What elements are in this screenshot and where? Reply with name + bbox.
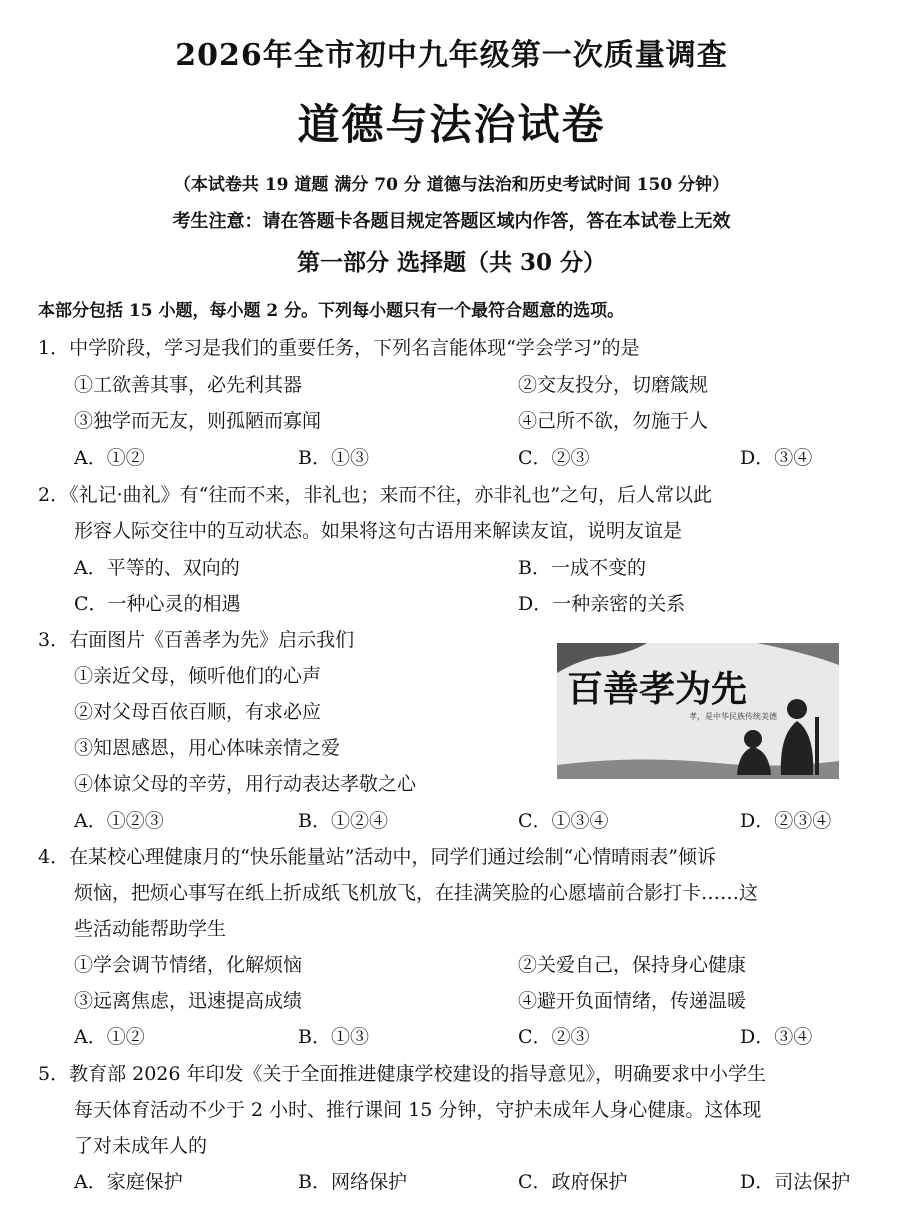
subject-title: 道德与法治试卷 (297, 100, 606, 149)
part-title: 第一部分 选择题（共 30 分） (296, 249, 607, 276)
question-1-choice-b: B．①③ (298, 447, 369, 469)
question-4-item: ②关爱自己，保持身心健康 (518, 954, 747, 976)
question-3-item: ④体谅父母的辛劳，用行动表达孝敬之心 (74, 773, 417, 795)
question-4-stem: 4．在某校心理健康月的“快乐能量站”活动中，同学们通过绘制“心情晴雨表”倾诉 (38, 846, 716, 868)
question-5-choice-c: C．政府保护 (518, 1171, 628, 1193)
question-5-stem: 5．教育部 2026 年印发《关于全面推进健康学校建设的指导意见》，明确要求中小学生 (38, 1063, 767, 1085)
question-4-choice-a: A．①② (74, 1026, 145, 1048)
question-2-choice-a: A．平等的、双向的 (74, 557, 240, 579)
question-3-item: ②对父母百依百顺，有求必应 (74, 701, 322, 723)
filial-piety-illustration (557, 643, 839, 779)
question-2-choice-d: D．一种亲密的关系 (518, 593, 686, 615)
chair-silhouette (815, 717, 819, 775)
question-4-stem-cont: 烦恼，把烦心事写在纸上折成纸飞机放飞，在挂满笑脸的心愿墙前合影打卡……这 (74, 882, 759, 904)
question-4-stem-cont: 些活动能帮助学生 (74, 918, 227, 940)
question-4-choice-d: D．③④ (740, 1026, 813, 1048)
question-4-choice-c: C．②③ (518, 1026, 590, 1048)
question-4-item: ④避开负面情绪，传递温暖 (518, 990, 747, 1012)
child-head-silhouette (744, 730, 762, 748)
question-1-stem: 1．中学阶段，学习是我们的重要任务，下列名言能体现“学会学习”的是 (38, 337, 640, 359)
exam-title: 2026年全市初中九年级第一次质量调查 (175, 38, 728, 73)
question-3-item: ①亲近父母，倾听他们的心声 (74, 665, 322, 687)
illustration-subtitle: 孝，是中华民族传统美德 (689, 712, 777, 721)
parent-head-silhouette (787, 699, 807, 719)
part-intro: 本部分包括 15 小题，每小题 2 分。下列每小题只有一个最符合题意的选项。 (38, 301, 625, 321)
question-1-choice-d: D．③④ (740, 447, 813, 469)
question-3-stem: 3．右面图片《百善孝为先》启示我们 (38, 629, 355, 651)
question-3-item: ③知恩感恩，用心体味亲情之爱 (74, 737, 341, 759)
question-2-choice-b: B．一成不变的 (518, 557, 646, 579)
question-1-item: ③独学而无友，则孤陋而寡闻 (74, 410, 322, 432)
question-1-item: ②交友投分，切磨箴规 (518, 374, 709, 396)
question-2-stem-cont: 形容人际交往中的互动状态。如果将这句古语用来解读友谊，说明友谊是 (74, 520, 683, 542)
question-3-choice-c: C．①③④ (518, 810, 609, 832)
question-4-item: ③远离焦虑，迅速提高成绩 (74, 990, 303, 1012)
exam-notice: 考生注意：请在答题卡各题目规定答题区域内作答，答在本试卷上无效 (172, 211, 731, 232)
question-5-stem-cont: 每天体育活动不少于 2 小时、推行课间 15 分钟，守护未成年人身心健康。这体现 (74, 1099, 762, 1121)
question-3-choice-d: D．②③④ (740, 810, 832, 832)
question-5-choice-b: B．网络保护 (298, 1171, 407, 1193)
question-1-item: ①工欲善其事，必先利其器 (74, 374, 303, 396)
question-1-choice-c: C．②③ (518, 447, 590, 469)
question-3-choice-b: B．①②④ (298, 810, 388, 832)
exam-info: （本试卷共 19 道题 满分 70 分 道德与法治和历史考试时间 150 分钟） (173, 175, 730, 195)
question-1-item: ④己所不欲，勿施于人 (518, 410, 709, 432)
question-5-stem-cont: 了对未成年人的 (74, 1135, 208, 1157)
question-1-choice-a: A．①② (74, 447, 145, 469)
question-3-choice-a: A．①②③ (74, 810, 164, 832)
question-4-item: ①学会调节情绪，化解烦恼 (74, 954, 303, 976)
question-5-choice-d: D．司法保护 (740, 1171, 851, 1193)
question-4-choice-b: B．①③ (298, 1026, 369, 1048)
question-2-stem: 2．《礼记·曲礼》有“往而不来，非礼也；来而不往，亦非礼也”之句，后人常以此 (38, 484, 713, 506)
illustration-title: 百善孝为先 (567, 668, 748, 710)
question-2-choice-c: C．一种心灵的相遇 (74, 593, 241, 615)
question-5-choice-a: A．家庭保护 (74, 1171, 183, 1193)
